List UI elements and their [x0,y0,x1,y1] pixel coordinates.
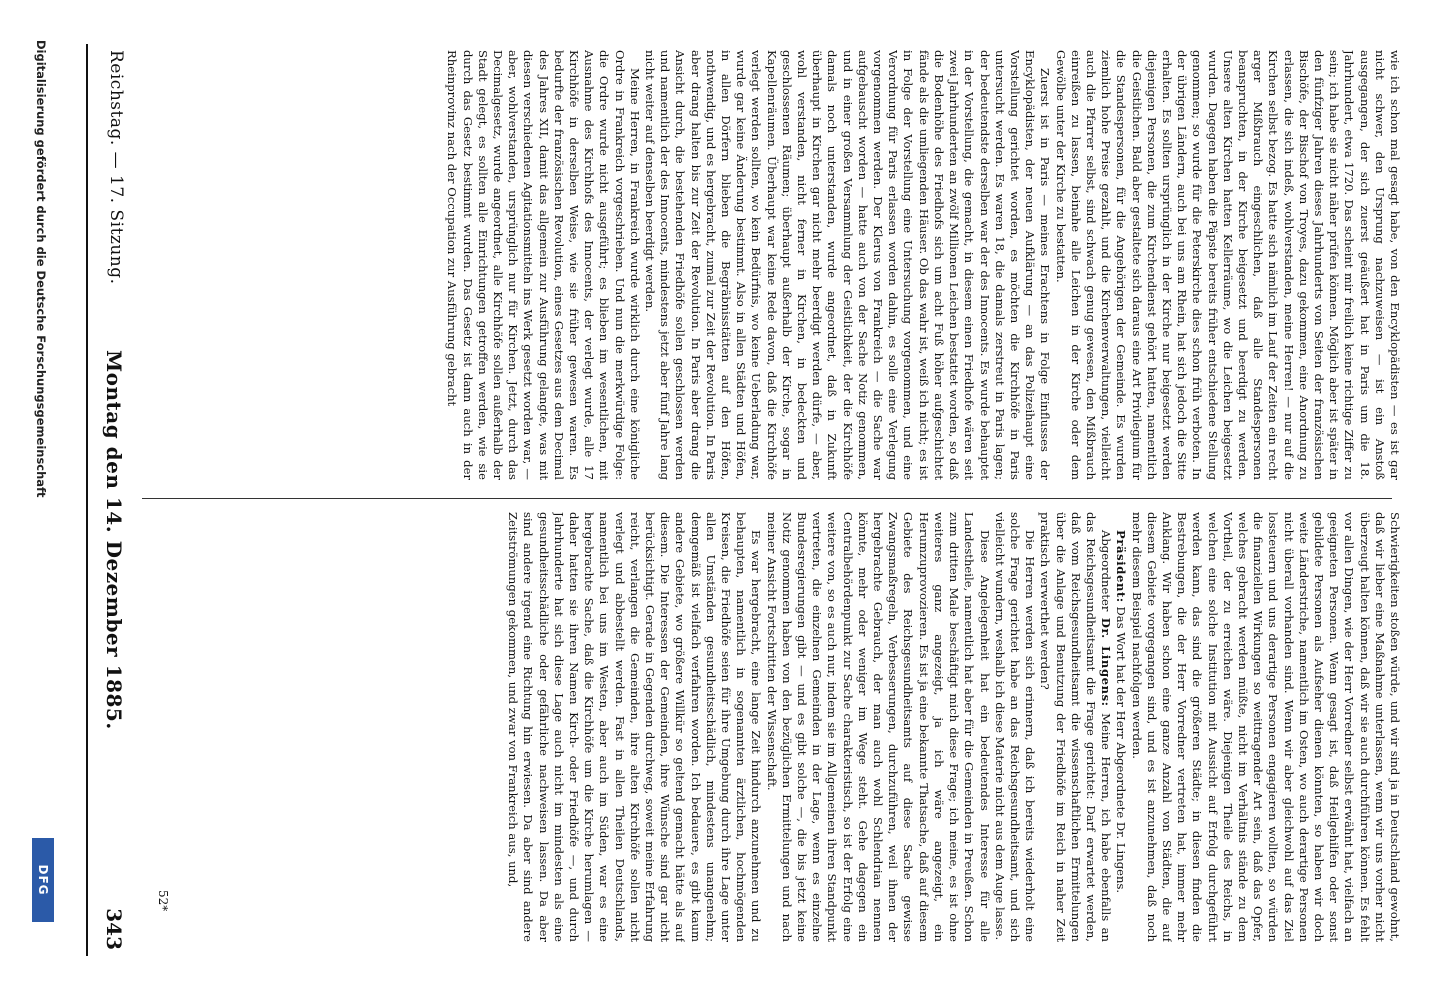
column-divider [142,498,1392,499]
speaker-intro: Abgeordneter [1099,530,1114,612]
paragraph: Die Herren werden sich erinnern, daß ich bereits wiederholt eine solche Frage gerichtet habe an das Reichsgesundheitsamt, und sich vielleicht wundern, weshalb ich diese Materie nicht aus dem Auge lasse. [992,512,1038,942]
paragraph: Schwierigkeiten stoßen würde, und wir sind ja in Deutschland gewohnt, daß wir lieber eine Maßnahme unterlassen, wenn wir uns vorher nicht überzeugt halten können, daß wir sie auch durchführen können. Es fehlt vor allen Dingen, wie der Herr Vorredner selbst erwähnt hat, vielfach an geeigneten Personen. Wenn gesagt ist, daß Heilgehilfen oder sonst gebildete Personen als Aufseher dienen könnten, so haben wir doch weite Länderstriche, namentlich im Osten, wo auch derartige Personen nicht überall vorhanden sind. Wenn wir aber gleichwohl auf das Ziel lossteuern und uns derartige Personen engagieren wollten, so würden die finanziellen Wirkungen so weittragender Art sein, daß das Opfer, welches gebracht werden müßte, nicht im Verhältnis stände zu dem Vortheil, der zu erreichen wäre. Diejenigen Theile des Reichs, in welchen eine solche Institution mit Aussicht auf Erfolg durchgeführt werden kann, das sind die größeren Städte; in diesen finden die Bestrebungen, die der Herr Vorredner vertreten hat, immer mehr Anklang. Wir haben schon eine ganze Anzahl von Städten, die auf diesem Gebiete vorgegangen sind, und es ist anzunehmen, daß noch mehr diesem Beispiel nachfolgen werden. [1129,512,1402,942]
speaker-label: Dr. Lingens: [1099,617,1114,707]
header-session: Reichstag. — 17. Sitzung. [106,50,126,285]
speaker-text: Meine Herren, ich habe ebenfalls an das Reichsgesundheitsamt die Frage gerichtet: Darf erwartet werden, daß vom Reichsgesundheitsamt die wissenschaftlichen Ermittelungen über die Anlage und Benutzung der Friedhöfe im Reich in naher Zeit praktisch verwerthet werden? [1038,512,1114,942]
text-column-right [140,50,1402,480]
speaker-text: Das Wort hat der Herr Abgeordnete Dr. Lingens. [1114,606,1129,894]
header-date: Montag den 14. Dezember 1885. [102,350,126,730]
dfg-logo: DFG [32,838,54,922]
paragraph: Zuerst ist in Paris — meines Erachtens in Folge Einflusses der Encyklopädisten, der neuen Aufklärung — an das Polizeihaupt eine Vorstellung gerichtet worden, es möchten die Kirchhöfe in Paris untersucht werden. Es waren 18, die damals zerstreut in Paris lagen; der bedeutendste derselben war der des Innocents. Es wurde behauptet in der Vorstellung, die gemacht, in diesem einen Friedhofe wären seit zwei Jahrhunderten an zwölf Millionen Leichen bestattet worden, so daß die Bodenhöhe des Friedhofs sich um acht Fuß höher aufgeschichtet fände als die umliegenden Häuser. Ob das wahr ist, weiß ich nicht; es ist in Folge der Vorstellung eine Untersuchung vorgenommen, und eine Verordnung für Paris erlassen worden dahin, es solle eine Verlegung vorgenommen werden. Der Klerus von Frankreich — die Sache war aufgebauscht worden — hatte auch von der Sache Notiz genommen, und in einer großen Versammlung der Geistlichkeit, der die Kirchhöfe damals noch unterstanden, wurde angeordnet, daß in Zukunft überhaupt in Kirchen gar nicht mehr beerdigt werden dürfe, — aber, wohl verstanden, nicht ferner in Kirchen, in bedeckten und geschlossenen Räumen; überhaupt außerhalb der Kirche, sogar in Kapellenräumen. Überhaupt war keine Rede davon, daß die Kirchhöfe verlegt werden sollten, wo kein Bedürfnis, wo keine Ueberladung war, wurde gar keine Änderung bestimmt. Also in allen Städten und Höfen, in allen Dörfern blieben die Begräbnisstätten auf den Höfen, nothwendig, und es hergebracht, zumal zur Zeit der Revolution. In Paris aber drang halten bis zur Zeit der Revolution. In Paris aber drang die Ansicht durch, die bestehenden Friedhöfe sollen geschlossen werden und namentlich der des Innocents, mindestens jetzt aber fünf Jahre lang nicht weiter auf denselben beerdigt werden. [643,50,1053,480]
text-column-left [140,512,1402,942]
paragraph: Diese Angelegenheit hat ein bedeutendes Interesse für alle Landestheile, namentlich hat aber für die Gemeinden in Preußen. Schon zum dritten Male beschäftigt mich diese Frage; ich meine, es ist ohne weiteres ganz angezeigt, ja ich wäre angezeigt, ein Herumzuprovozieren. Es ist ja eine bekannte Thatsache, daß auf diesem Gebiete des Reichsgesundheitsamts auf diese Sache gewisse Zwangsmaßregeln, Verbesserungen, durchzuführen, weil ihnen der hergebrachte Gebrauch, der man auch wohl Schlendrian nennen könnte, mehr oder weniger im Wege steht. Gehe dagegen ein Centralbehördenpunkt zur Sache charakteristisch, so ist der Erfolg eine weitere von, so es auch nur, indem sie im Allgemeinen ihren Standpunkt vertreten, die einzelnen Gemeinden in der Lage, wenn es einzelne Bundesregierungen gibt — und es gibt solche —, die bis jetzt keine Notiz genommen haben von den bezüglichen Ermittelungen und nach meiner Ansicht Fortschritten der Wissenschaft. [764,512,992,942]
page-number: 343 [102,908,126,950]
footnote-mark: 52* [156,890,170,912]
page-header [92,50,132,950]
paragraph: wie ich schon mal gesagt habe, von den Encyklopädisten — es ist gar nicht schwer, den Ursprung nachzuweisen — ist ein Anstoß ausgegangen, der sich zuerst geäußert hat in Paris um die 18. Jahrhundert, etwa 1720. Das scheint mir freilich keine richtige Ziffer zu sein; ich habe sie nicht näher prüfen können. Möglich aber ist später in den fünfziger Jahren dieses Jahrhunderts von Seiten der französischen Bischöfe, der Bischof von Troyes, dazu gekommen, eine Anordnung zu erlassen, die sich indeß, wohlverstanden, meine Herren! — nur auf die Kirchen selbst bezog. Es hatte sich nämlich im Lauf der Zeiten ein recht arger Mißbrauch eingeschlichen, daß alle Standespersonen beanspruchten, in der Kirche beigesetzt und beerdigt zu werden. Unsere alten Kirchen hatten Kellerräume, wo die Leichen beigesetzt wurden. Dagegen haben die Päpste bereits früher entschiedene Stellung genommen; so wurde für die Peterskirche dies schon früh verboten. In der übrigen Ländern, auch bei uns am Rhein, hat sich jedoch die Sitte erhalten. Es sollten ursprünglich in der Kirche nur beigesetzt werden diejenigen Personen, die zum Kirchendienst gehört hatten, namentlich die Geistlichen. Bald aber gestaltete sich daraus eine Art Privilegium für die Standespersonen, für die Angehörigen der Gemeinde. Es wurden ziemlich hohe Preise gezahlt, und die Kirchenverwaltungen, vielleicht auch die Pfarrer selbst, sind schwach genug gewesen, den Mißbrauch einreißen zu lassen, beinahe alle Leichen in der Kirche oder dem Gewölbe unter der Kirche zu bestatten. [1053,50,1402,480]
paragraph: Meine Herren, in Frankreich wurde wirklich durch eine königliche Ordre in Frankreich vorgeschrieben. Und nun die merkwürdige Folge: die Ordre wurde nicht ausgeführt; es blieben im wesentlichen, mit Ausnahme des Kirchhofs des Innocents, der verlegt wurde, alle 17 Kirchhöfe in derselben Weise, wie sie früher gewesen waren. Es bedurfte der französischen Revolution, eines Gesetzes aus dem Decimal des Jahres XII, damit das allgemein zur Ausführung gelangte, was mit diesen verschiedenen Agitationsmitteln ins Werk gesetzt worden war, — aber, wohlverstanden, ursprünglich nur für Kirchen. Jetzt, durch das Decimalgesetz, wurde angeordnet, alle Kirchhöfe sollen außerhalb der Stadt gelegt, es sollten alle Einrichtungen getroffen werden, wie sie durch das Gesetz bestimmt wurden. Das Gesetz ist dann auch in der Rheinprovinz nach der Occupation zur Ausführung gebracht [445,50,642,480]
speaker-paragraph [1113,512,1128,942]
speaker-label: Präsident: [1114,530,1129,603]
speaker-paragraph [1037,512,1113,942]
digitization-note: Digitalisierung gefördert durch die Deutsche Forschungsgemeinschaft [34,40,48,498]
header-rule [86,44,88,956]
paragraph: Es war hergebracht, eine lange Zeit hindurch anzunehmen und zu behaupten, namentlich in sogenannten ärztlichen, hochmögenden Kreisen, die Friedhöfe seien für ihre Umgebung durch ihre Lage unter allen Umständen gesundheitsschädlich, mindestens unangenehm; demgemäß ist vielfach verfahren worden. Ich bedauere, es gibt kaum andere Gebiete, wo größere Willkür so geltend gemacht hätte als auf diesem. Die Interessen der Gemeinden, ihre Wünsche sind gar nicht berücksichtigt. Gerade in Gegenden durchweg, soweit meine Erfahrung reicht, verlangen die Gemeinden, ihre alten Kirchhöfe sollen nicht verlegt und abbestellt werden. Fast in allen Theilen Deutschlands, namentlich bei uns im Westen, aber auch im Süden, war es eine hergebrachte Sache, daß die Kirchhöfe um die Kirche herumlagen — daher hatten sie ihren Namen Kirch- oder Friedhöfe —, und durch Jahrhunderte hat sich diese Lage auch nicht im mindesten als eine gesundheitsschädliche oder gefährliche nachweisen lassen. Da aber sind andere irgend eine Richtung hin erwiesen. Da aber sind andere Zeitströmungen gekommen, und zwar von Frankreich aus, und, [506,512,764,942]
